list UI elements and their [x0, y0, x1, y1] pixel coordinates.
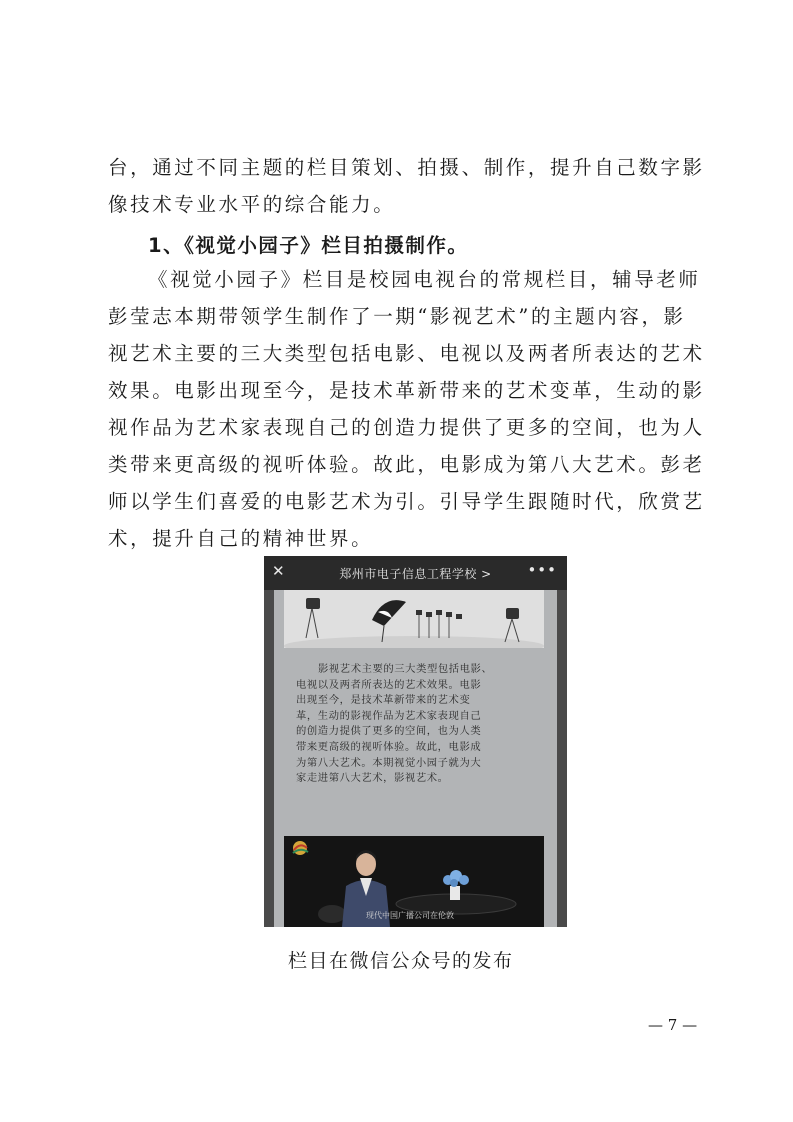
body-line-10: 术，提升自己的精神世界。 — [108, 527, 374, 550]
more-icon[interactable]: ••• — [527, 561, 557, 579]
article-text-line: 革，生动的影视作品为艺术家表现自己 — [296, 709, 482, 722]
figure-caption: 栏目在微信公众号的发布 — [288, 950, 514, 972]
body-line-3: 《视觉小园子》栏目是校园电视台的常规栏目，辅导老师 — [148, 268, 701, 291]
close-icon[interactable]: ✕ — [272, 562, 285, 580]
wechat-screenshot — [264, 556, 567, 927]
body-line-8: 类带来更高级的视听体验。故此，电影成为第八大艺术。彭老 — [108, 453, 705, 476]
article-text-line: 为第八大艺术。本期视觉小园子就为大 — [296, 756, 482, 769]
article-text — [296, 662, 544, 787]
section-heading: 1、《视觉小园子》栏目拍摄制作。 — [148, 234, 469, 257]
page-number: — 7 — — [648, 1016, 698, 1034]
article-text-line: 家走进第八大艺术，影视艺术。 — [296, 772, 449, 785]
article-text-line: 的创造力提供了更多的空间，也为人类 — [296, 725, 482, 738]
studio-photo — [284, 590, 544, 648]
body-line-6: 效果。电影出现至今，是技术革新带来的艺术变革，生动的影 — [108, 379, 705, 402]
body-line-4: 彭莹志本期带领学生制作了一期“影视艺术”的主题内容，影 — [108, 305, 686, 328]
body-line-5: 视艺术主要的三大类型包括电影、电视以及两者所表达的艺术 — [108, 342, 705, 365]
body-line-1: 台，通过不同主题的栏目策划、拍摄、制作，提升自己数字影 — [108, 156, 705, 179]
article-text-line: 出现至今，是技术革新带来的艺术变 — [296, 694, 471, 707]
article-text-line: 带来更高级的视听体验。故此，电影成 — [296, 740, 482, 753]
video-frame[interactable] — [284, 836, 544, 927]
article-text-line: 电视以及两者所表达的艺术效果。电影 — [296, 678, 482, 691]
body-line-9: 师以学生们喜爱的电影艺术为引。引导学生跟随时代，欣赏艺 — [108, 490, 705, 513]
video-subtitle: 现代中国广播公司在伦敦 — [366, 911, 454, 920]
wechat-header-bar — [264, 556, 567, 590]
body-line-2: 像技术专业水平的综合能力。 — [108, 193, 396, 216]
article-text-line: 影视艺术主要的三大类型包括电影、 — [318, 663, 493, 675]
article-content — [274, 590, 557, 927]
account-title[interactable]: 郑州市电子信息工程学校 > — [339, 567, 492, 581]
body-line-7: 视作品为艺术家表现自己的创造力提供了更多的空间，也为人 — [108, 416, 705, 439]
